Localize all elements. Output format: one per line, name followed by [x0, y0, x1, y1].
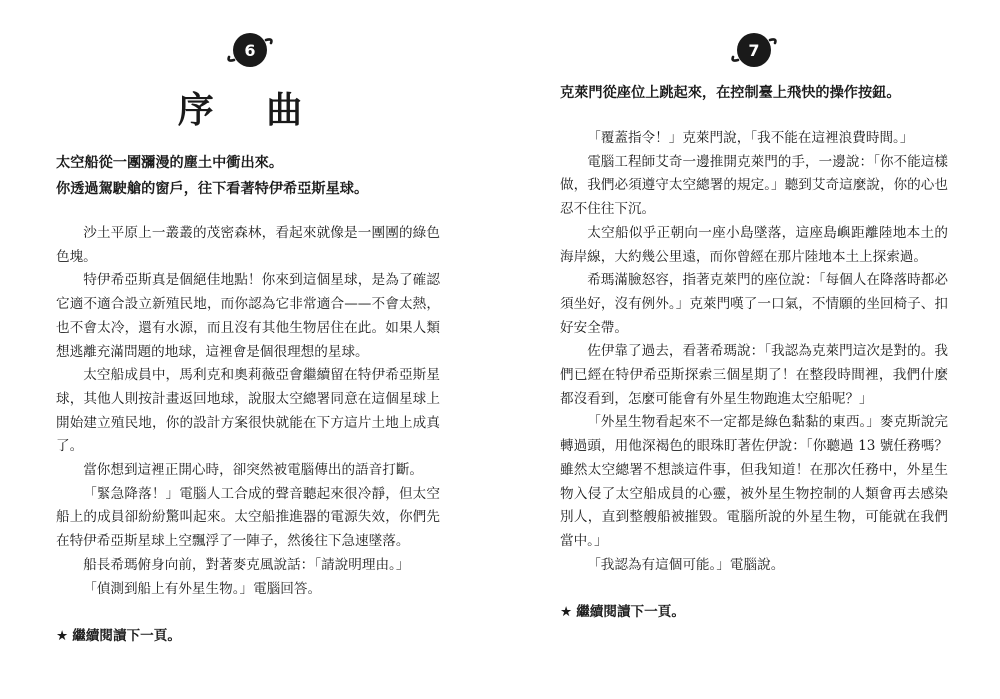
paragraph: 特伊希亞斯真是個絕佳地點！你來到這個星球，是為了確認它適不適合設立新殖民地，而你認為它非常適合——不會太熱，也不會太冷，還有水源，而且沒有其他生物居住在此。如果人類想逃離充滿問題的地球，這裡會是個很理想的星球。	[56, 272, 440, 360]
chapter-title: 序 曲	[177, 90, 323, 131]
paragraph: 沙土平原上一叢叢的茂密森林，看起來就像是一團團的綠色色塊。	[56, 225, 440, 265]
paragraph: 佐伊靠了過去，看著希瑪說：「我認為克萊門這次是對的。我們已經在特伊希亞斯探索三個星期了！在整段時間裡，我們什麼都沒看到，怎麼可能會有外星生物跑進太空船呢？」	[560, 343, 948, 407]
intro-text: 克萊門從座位上跳起來，在控制臺上飛快的操作按鈕。	[560, 85, 901, 101]
paragraph: 「覆蓋指令！」克萊門說，「我不能在這裡浪費時間。」	[587, 130, 914, 146]
intro-line: 太空船從一團瀰漫的塵土中衝出來。	[56, 155, 284, 171]
page-number: 7	[748, 40, 760, 60]
body-text	[560, 127, 948, 577]
paragraph: 「緊急降落！」電腦人工合成的聲音聽起來很冷靜，但太空船上的成員卻紛紛驚叫起來。太空船推進器的電源失效，你們先在特伊希亞斯星球上空飄浮了一陣子，然後往下急速墜落。	[56, 485, 440, 550]
paragraph: 船長希瑪俯身向前，對著麥克風說話：「請說明理由。」	[83, 556, 410, 573]
paragraph: 電腦工程師艾奇一邊推開克萊門的手，一邊說：「你不能這樣做，我們必須遵守太空總署的規定。」聽到艾奇這麼說，你的心也忍不住往下沉。	[560, 153, 948, 218]
page-number-badge	[226, 26, 274, 74]
right-page	[500, 0, 1000, 699]
paragraph: 「我認為有這個可能。」電腦說。	[587, 556, 785, 573]
paragraph: 太空船似乎正朝向一座小島墜落，這座島嶼距離陸地本土的海岸線，大約幾公里遠，而你曾經在那片陸地本土上探索過。	[560, 224, 948, 265]
page-number-badge	[730, 26, 778, 74]
paragraph: 希瑪滿臉怒容，指著克萊門的座位說：「每個人在降落時都必須坐好，沒有例外。」克萊門嘆了一口氣，不情願的坐回椅子、扣好安全帶。	[560, 272, 948, 336]
intro-text	[56, 150, 456, 202]
intro-line: 你透過駕駛艙的窗戶，往下看著特伊希亞斯星球。	[56, 181, 369, 197]
star-icon: ★	[560, 604, 573, 620]
continue-reading	[56, 624, 181, 644]
paragraph: 「偵測到船上有外星生物。」電腦回答。	[83, 580, 322, 597]
paragraph: 當你想到這裡正開心時，卻突然被電腦傳出的語音打斷。	[83, 462, 424, 479]
continue-label: 繼續閱讀下一頁。	[72, 628, 181, 644]
continue-label: 繼續閱讀下一頁。	[576, 604, 685, 620]
page-number: 6	[244, 40, 256, 60]
paragraph: 太空船成員中，馬利克和奧莉薇亞會繼續留在特伊希亞斯星球，其他人則按計畫返回地球，說服太空總署同意在這個星球上開始建立殖民地，你的設計方案很快就能在下方這片土地上成真了。	[56, 367, 440, 455]
paragraph: 「外星生物看起來不一定都是綠色黏黏的東西。」麥克斯說完轉過頭，用他深褐色的眼珠盯著佐伊說：「你聽過 13 號任務嗎？雖然太空總署不想談這件事，但我知道！在那次任務中，外星生物入侵了太空船成員的心靈，被外星生物控制的人類會再去感染別人，直到整艘船被摧毀。電腦所說的外星生物，可能就在我們當中。」	[560, 414, 948, 549]
star-icon: ★	[56, 628, 69, 644]
continue-reading	[560, 600, 685, 620]
body-text	[56, 222, 440, 601]
